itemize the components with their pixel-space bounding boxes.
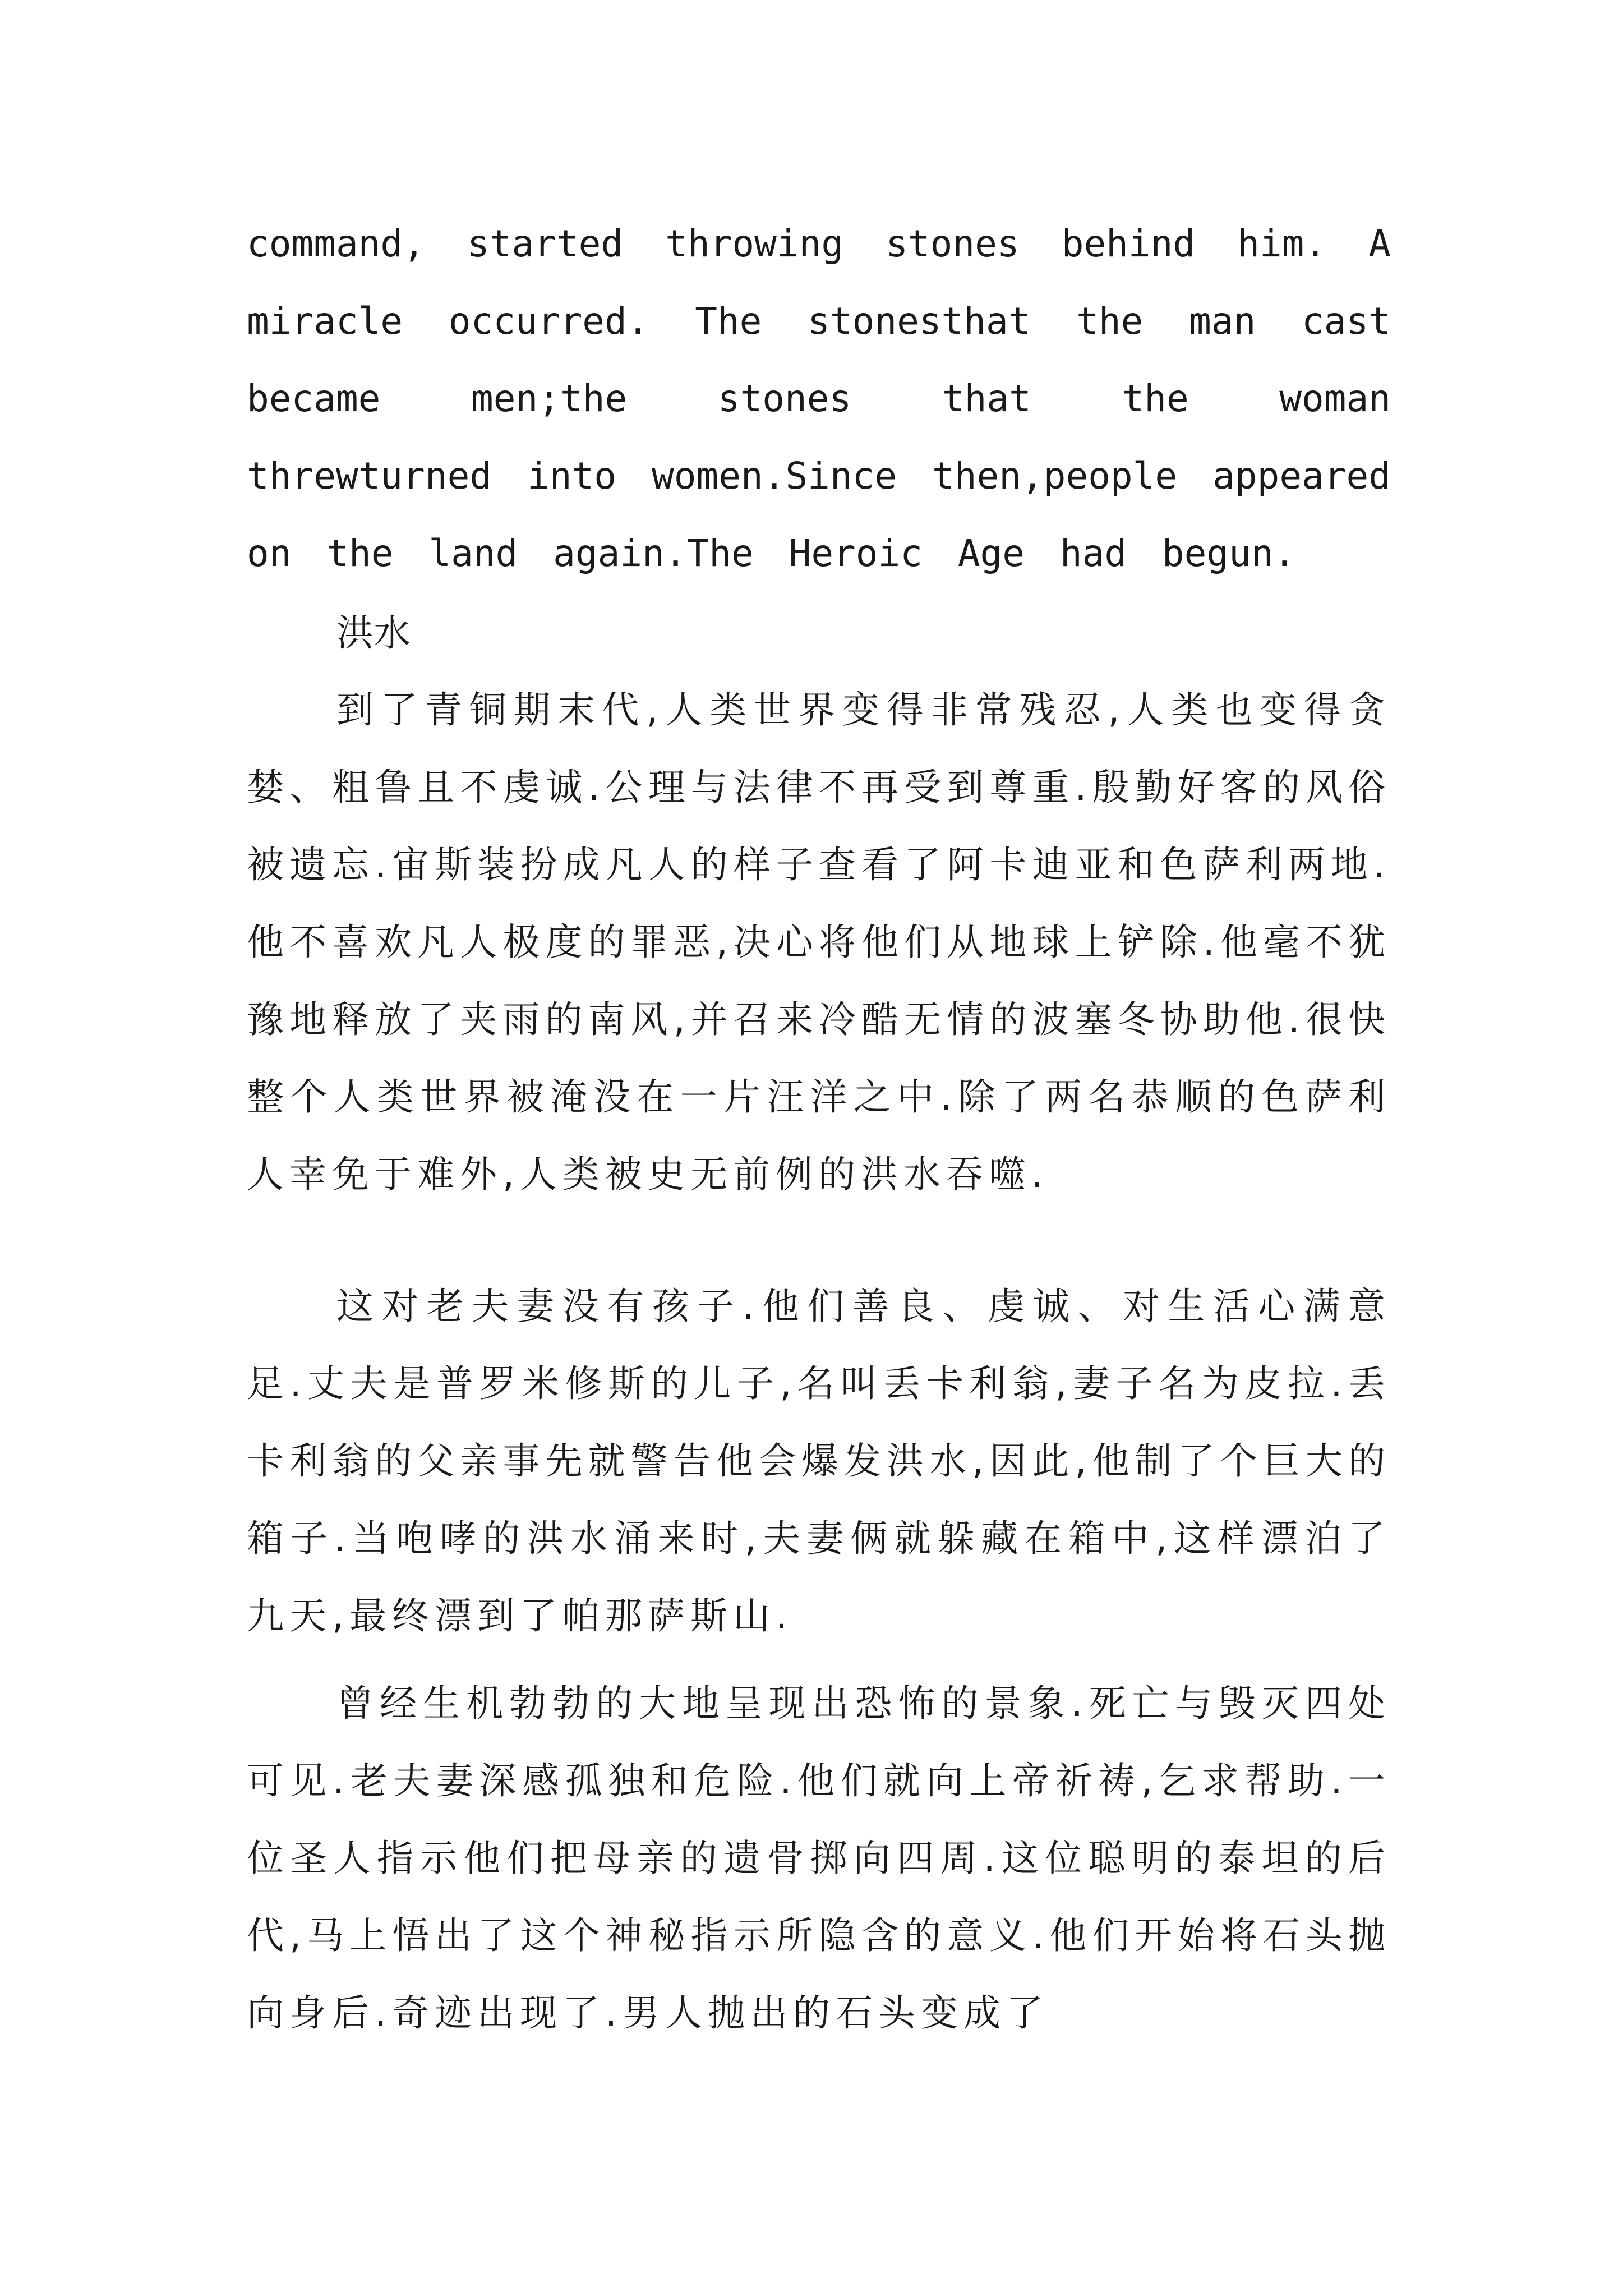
section-heading: 洪水 — [336, 611, 411, 655]
english-paragraph: command, started throwing stones behind him. A miracle occurred. The stonesthat the man cast became men;the stones that the woman threwturned into women.Since then,people appeared on the land again.The Heroic Age had begun. — [247, 222, 1391, 575]
paragraph-1: 到了青铜期末代,人类世界变得非常残忍,人类也变得贪婪、粗鲁且不虔诚.公理与法律不再受到尊重.殷勤好客的风俗被遗忘.宙斯装扮成凡人的样子查看了阿卡迪亚和色萨利两地.他不喜欢凡人极度的罪恶,决心将他们从地球上铲除.他毫不犹豫地释放了夹雨的南风,并召来冷酷无情的波塞冬协助他.很快整个人类世界被淹没在一片汪洋之中.除了两名恭顺的色萨利人幸免于难外,人类被史无前例的洪水吞噬. — [247, 688, 1391, 1196]
paragraph-3: 曾经生机勃勃的大地呈现出恐怖的景象.死亡与毁灭四处可见.老夫妻深感孤独和危险.他们就向上帝祈祷,乞求帮助.一位圣人指示他们把母亲的遗骨掷向四周.这位聪明的泰坦的后代,马上悟出了这个神秘指示所隐含的意义.他们开始将石头抛向身后.奇迹出现了.男人抛出的石头变成了 — [247, 1682, 1391, 2035]
paragraph-2: 这对老夫妻没有孩子.他们善良、虔诚、对生活心满意足.丈夫是普罗米修斯的儿子,名叫丢卡利翁,妻子名为皮拉.丢卡利翁的父亲事先就警告他会爆发洪水,因此,他制了个巨大的箱子.当咆哮的洪水涌来时,夫妻俩就躲藏在箱中,这样漂泊了九天,最终漂到了帕那萨斯山. — [247, 1285, 1391, 1637]
